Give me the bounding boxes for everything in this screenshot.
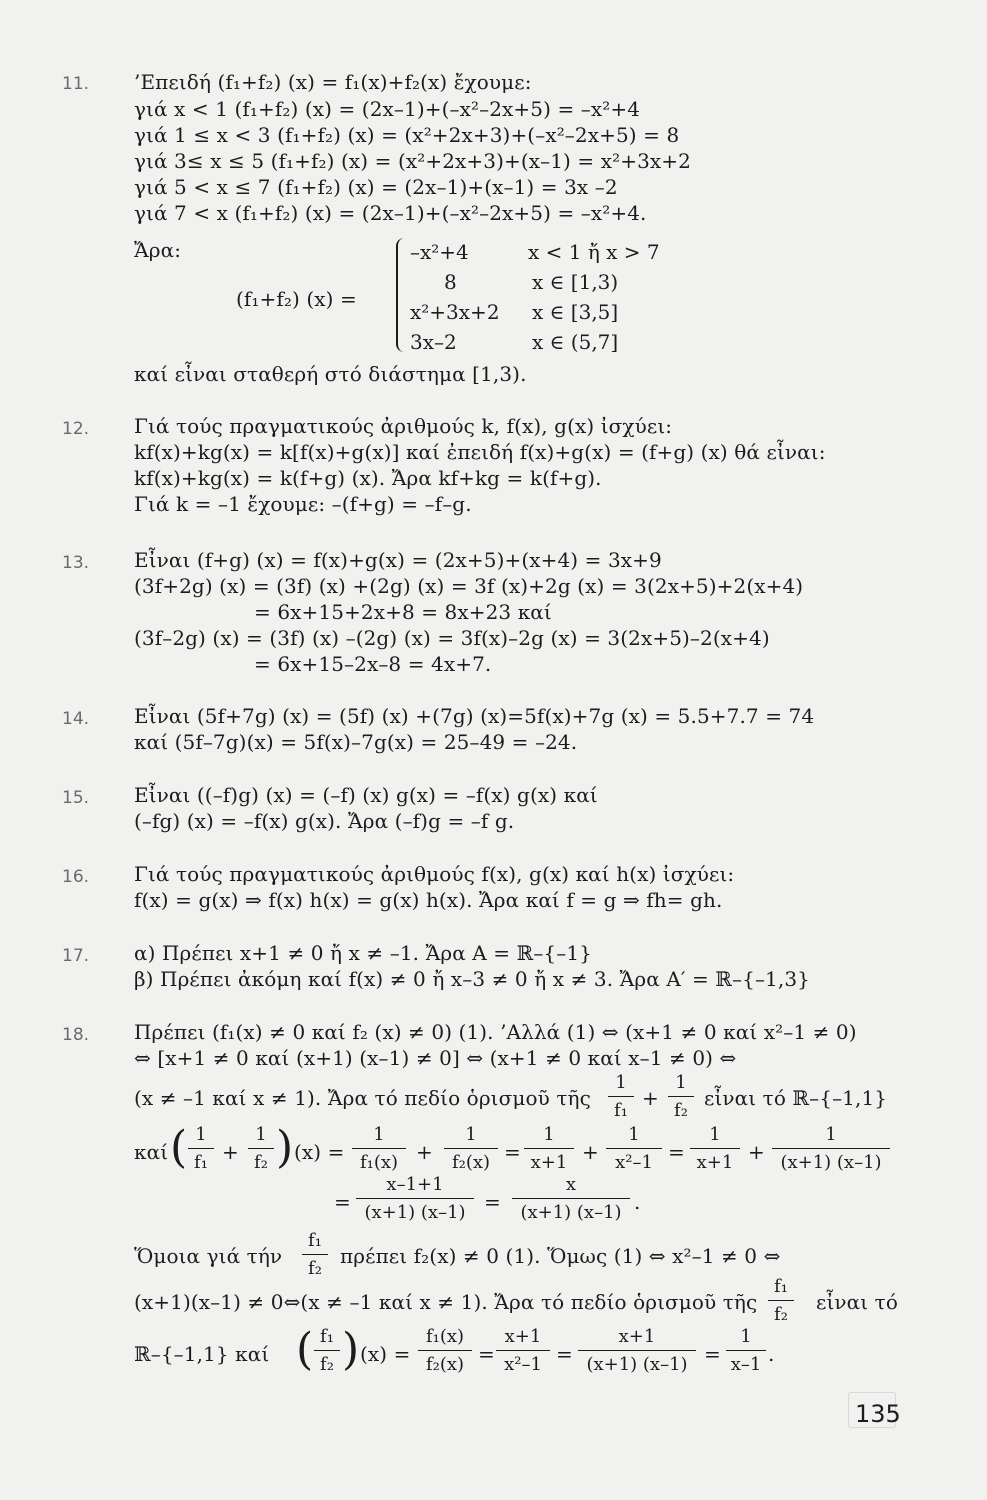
fraction-bar <box>668 1096 694 1097</box>
equals-sign: = <box>556 1342 573 1366</box>
fraction-denominator: f₂ <box>774 1304 788 1325</box>
text-line: Ἄρα: <box>134 238 182 262</box>
text-line: Γιά k = –1 ἔχουμε: –(f+g) = –f–g. <box>134 492 472 516</box>
fraction-bar <box>188 1148 214 1149</box>
fraction-numerator: 1 <box>195 1124 207 1145</box>
text-line: πρέπει f₂(x) ≠ 0 (1). Ὅμως (1) ⇔ x²–1 ≠ 0 ⇔ <box>340 1244 781 1268</box>
fraction-denominator: f₁ <box>194 1152 208 1173</box>
text-line: = 6x+15–2x–8 = 4x+7. <box>254 652 492 676</box>
equals-sign: = <box>484 1190 501 1214</box>
fraction-bar <box>314 1350 340 1351</box>
text-line: γιά 3≤ x ≤ 5 (f₁+f₂) (x) = (x²+2x+3)+(x–1) = x²+3x+2 <box>134 149 691 173</box>
case-expr: –x²+4 <box>410 240 469 264</box>
fraction-bar <box>356 1198 474 1199</box>
problem-number: 14. <box>62 709 90 729</box>
fraction-bar <box>524 1148 574 1149</box>
text-line: Γιά τούς πραγματικούς ἀριθμούς f(x), g(x) καί h(x) ἰσχύει: <box>134 862 735 886</box>
fraction-denominator: x–1 <box>730 1354 762 1375</box>
piecewise-lhs: (f₁+f₂) (x) = <box>236 287 357 311</box>
text-line: (–fg) (x) = –f(x) g(x). Ἄρα (–f)g = –f g. <box>134 809 515 833</box>
fraction-numerator: 1 <box>465 1124 477 1145</box>
fraction-denominator: (x+1) (x–1) <box>780 1152 882 1173</box>
text-line: α) Πρέπει x+1 ≠ 0 ἤ x ≠ –1. Ἄρα A = ℝ–{–1} <box>134 941 592 965</box>
fraction-bar <box>772 1148 890 1149</box>
text-line: (3f+2g) (x) = (3f) (x) +(2g) (x) = 3f (x)+2g (x) = 3(2x+5)+2(x+4) <box>134 574 804 598</box>
fraction-numerator: 1 <box>740 1326 752 1347</box>
text-line: (x+1)(x–1) ≠ 0⇔(x ≠ –1 καί x ≠ 1). Ἄρα τό πεδίο ὁρισμοῦ τῆς <box>134 1290 758 1314</box>
case-cond: x ∈ [3,5] <box>532 300 619 324</box>
equals-sign: = <box>504 1140 521 1164</box>
fraction-denominator: f₂ <box>674 1100 688 1121</box>
right-paren: ) <box>342 1324 360 1375</box>
case-expr: 3x–2 <box>410 330 457 354</box>
period: . <box>634 1190 641 1214</box>
fraction-denominator: f₂ <box>254 1152 268 1173</box>
fraction-numerator: f₁ <box>320 1326 334 1347</box>
equals-sign: = <box>478 1342 495 1366</box>
fraction-numerator: x+1 <box>504 1326 542 1347</box>
plus-sign: + <box>642 1086 659 1110</box>
text-line: ℝ–{–1,1} καί <box>134 1342 270 1366</box>
fraction-numerator: 1 <box>543 1124 555 1145</box>
fraction-bar <box>726 1350 766 1351</box>
text-line: (x ≠ –1 καί x ≠ 1). Ἄρα τό πεδίο ὁρισμοῦ τῆς <box>134 1086 591 1110</box>
fraction-bar <box>352 1148 406 1149</box>
text-line: γιά 7 < x (f₁+f₂) (x) = (2x–1)+(–x²–2x+5) = –x²+4. <box>134 201 647 225</box>
fraction-denominator: x²–1 <box>504 1354 542 1375</box>
fraction-bar <box>444 1148 498 1149</box>
fraction-numerator: 1 <box>825 1124 837 1145</box>
problem-number: 17. <box>62 946 90 966</box>
problem-number: 15. <box>62 788 90 808</box>
fraction-bar <box>768 1300 794 1301</box>
fraction-bar <box>302 1254 328 1255</box>
text-line: καί (5f–7g)(x) = 5f(x)–7g(x) = 25–49 = –24. <box>134 730 578 754</box>
fraction-denominator: (x+1) (x–1) <box>586 1354 688 1375</box>
fraction-numerator: f₁ <box>308 1230 322 1251</box>
fraction-numerator: x <box>565 1174 577 1195</box>
fraction-denominator: f₂(x) <box>451 1152 491 1173</box>
problem-number: 12. <box>62 419 90 439</box>
fraction-denominator: f₂(x) <box>425 1354 465 1375</box>
equals-sign: = <box>704 1342 721 1366</box>
fraction-bar <box>608 1096 634 1097</box>
left-paren: ( <box>296 1324 314 1375</box>
fraction-denominator: f₁ <box>614 1100 628 1121</box>
fraction-denominator: f₂ <box>320 1354 334 1375</box>
text-line: εἶναι τό <box>816 1290 898 1314</box>
text-line: γιά 5 < x ≤ 7 (f₁+f₂) (x) = (2x–1)+(x–1) = 3x –2 <box>134 175 618 199</box>
text-line: γιά 1 ≤ x < 3 (f₁+f₂) (x) = (x²+2x+3)+(–x²–2x+5) = 8 <box>134 123 680 147</box>
fraction-numerator: f₁ <box>774 1276 788 1297</box>
fraction-denominator: x+1 <box>530 1152 568 1173</box>
text-line: καί <box>134 1140 169 1164</box>
text-line: Εἶναι (5f+7g) (x) = (5f) (x) +(7g) (x)=5f(x)+7g (x) = 5.5+7.7 = 74 <box>134 704 815 728</box>
problem-number: 11. <box>62 74 90 94</box>
fraction-bar <box>606 1148 662 1149</box>
piecewise-brace <box>396 238 408 352</box>
text-line: εἶναι τό ℝ–{–1,1} <box>704 1086 888 1110</box>
fraction-numerator: 1 <box>709 1124 721 1145</box>
problem-number: 18. <box>62 1025 90 1045</box>
fraction-denominator: (x+1) (x–1) <box>364 1202 466 1223</box>
text-line: Εἶναι ((–f)g) (x) = (–f) (x) g(x) = –f(x) g(x) καί <box>134 783 598 807</box>
fraction-denominator: x+1 <box>696 1152 734 1173</box>
fraction-bar <box>496 1350 550 1351</box>
fraction-denominator: x²–1 <box>615 1152 653 1173</box>
math-text: (x) = <box>294 1140 345 1164</box>
text-line: ⇔ [x+1 ≠ 0 καί (x+1) (x–1) ≠ 0] ⇔ (x+1 ≠ 0 καί x–1 ≠ 0) ⇔ <box>134 1046 737 1070</box>
fraction-denominator: f₂ <box>308 1258 322 1279</box>
problem-number: 13. <box>62 553 90 573</box>
fraction-denominator: f₁(x) <box>359 1152 399 1173</box>
fraction-numerator: 1 <box>675 1072 687 1093</box>
fraction-numerator: x+1 <box>618 1326 656 1347</box>
equals-sign: = <box>668 1140 685 1164</box>
problem-number: 16. <box>62 867 90 887</box>
fraction-numerator: 1 <box>373 1124 385 1145</box>
text-line: Ὅμοια γιά τήν <box>134 1244 283 1268</box>
text-line: γιά x < 1 (f₁+f₂) (x) = (2x–1)+(–x²–2x+5) = –x²+4 <box>134 97 641 121</box>
text-line: Γιά τούς πραγματικούς ἀριθμούς k, f(x), g(x) ἰσχύει: <box>134 414 673 438</box>
text-line: Εἶναι (f+g) (x) = f(x)+g(x) = (2x+5)+(x+4) = 3x+9 <box>134 548 662 572</box>
left-paren: ( <box>170 1122 188 1173</box>
plus-sign: + <box>222 1140 239 1164</box>
fraction-numerator: x–1+1 <box>386 1174 444 1195</box>
right-paren: ) <box>276 1122 294 1173</box>
fraction-bar <box>512 1198 630 1199</box>
plus-sign: + <box>582 1140 599 1164</box>
text-line: καί εἶναι σταθερή στό διάστημα [1,3). <box>134 362 527 386</box>
plus-sign: + <box>748 1140 765 1164</box>
fraction-numerator: f₁(x) <box>425 1326 465 1347</box>
fraction-bar <box>248 1148 274 1149</box>
plus-sign: + <box>416 1140 433 1164</box>
math-text: (x) = <box>360 1342 411 1366</box>
fraction-bar <box>578 1350 696 1351</box>
fraction-numerator: 1 <box>255 1124 267 1145</box>
period: . <box>768 1342 775 1366</box>
text-line: = 6x+15+2x+8 = 8x+23 καί <box>254 600 552 624</box>
page-number: 135 <box>855 1400 901 1428</box>
equals-sign: = <box>334 1190 351 1214</box>
case-cond: x < 1 ἤ x > 7 <box>528 240 660 264</box>
text-line: f(x) = g(x) ⇒ f(x) h(x) = g(x) h(x). Ἄρα καί f = g ⇒ fh= gh. <box>134 888 723 912</box>
case-cond: x ∈ (5,7] <box>532 330 619 354</box>
fraction-bar <box>690 1148 740 1149</box>
case-expr: 8 <box>444 270 457 294</box>
text-line: kf(x)+kg(x) = k[f(x)+g(x)] καί ἐπειδή f(x)+g(x) = (f+g) (x) θά εἶναι: <box>134 440 826 464</box>
text-line: Πρέπει (f₁(x) ≠ 0 καί f₂ (x) ≠ 0) (1). ’Αλλά (1) ⇔ (x+1 ≠ 0 καί x²–1 ≠ 0) <box>134 1020 857 1044</box>
case-cond: x ∈ [1,3) <box>532 270 619 294</box>
fraction-denominator: (x+1) (x–1) <box>520 1202 622 1223</box>
fraction-bar <box>418 1350 472 1351</box>
case-expr: x²+3x+2 <box>410 300 500 324</box>
fraction-numerator: 1 <box>615 1072 627 1093</box>
text-line: (3f–2g) (x) = (3f) (x) –(2g) (x) = 3f(x)–2g (x) = 3(2x+5)–2(x+4) <box>134 626 770 650</box>
text-line: kf(x)+kg(x) = k(f+g) (x). Ἄρα kf+kg = k(f+g). <box>134 466 602 490</box>
text-line: ’Επειδή (f₁+f₂) (x) = f₁(x)+f₂(x) ἔχουμε: <box>134 70 532 94</box>
fraction-numerator: 1 <box>628 1124 640 1145</box>
text-line: β) Πρέπει ἀκόμη καί f(x) ≠ 0 ἤ x–3 ≠ 0 ἤ x ≠ 3. Ἄρα A′ = ℝ–{–1,3} <box>134 967 810 991</box>
